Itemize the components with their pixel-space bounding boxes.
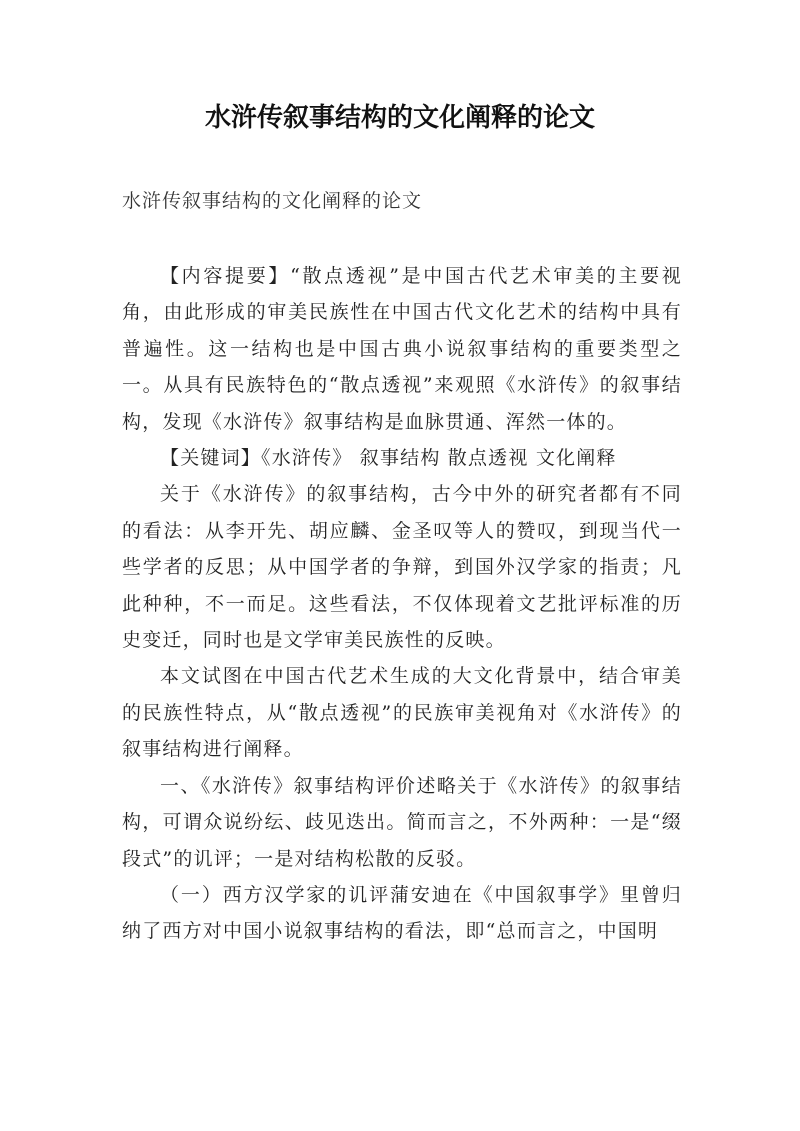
section-one-paragraph: 一、《水浒传》叙事结构评价述略关于《水浒传》的叙事结构，可谓众说纷纭、歧见迭出。简而言之，不外两种：一是“缀段式”的讥评；一是对结构松散的反驳。 [122, 774, 682, 870]
keywords-paragraph: 【关键词】《水浒传》 叙事结构 散点透视 文化阐释 [160, 447, 617, 470]
document-subtitle: 水浒传叙事结构的文化阐释的论文 [122, 190, 423, 212]
abstract-paragraph: 【内容提要】“散点透视”是中国古代艺术审美的主要视角，由此形成的审美民族性在中国古代文化艺术的结构中具有普遍性。这一结构也是中国古典小说叙事结构的重要类型之一。从具有民族特色的“散点透视”来观照《水浒传》的叙事结构，发现《水浒传》叙事结构是血脉贯通、浑然一体的。 [122, 265, 682, 433]
subsection-paragraph: （一）西方汉学家的讥评蒲安迪在《中国叙事学》里曾归纳了西方对中国小说叙事结构的看法，即“总而言之，中国明 [122, 883, 682, 943]
body-paragraph: 本文试图在中国古代艺术生成的大文化背景中，结合审美的民族性特点，从“散点透视”的民族审美视角对《水浒传》的叙事结构进行阐释。 [122, 665, 682, 761]
body-paragraph: 关于《水浒传》的叙事结构，古今中外的研究者都有不同的看法：从李开先、胡应麟、金圣叹等人的赞叹，到现当代一些学者的反思；从中国学者的争辩，到国外汉学家的指责；凡此种种，不一而足。这些看法，不仅体现着文艺批评标准的历史变迁，同时也是文学审美民族性的反映。 [122, 483, 682, 652]
document-body [122, 258, 682, 950]
document-title: 水浒传叙事结构的文化阐释的论文 [204, 103, 595, 133]
